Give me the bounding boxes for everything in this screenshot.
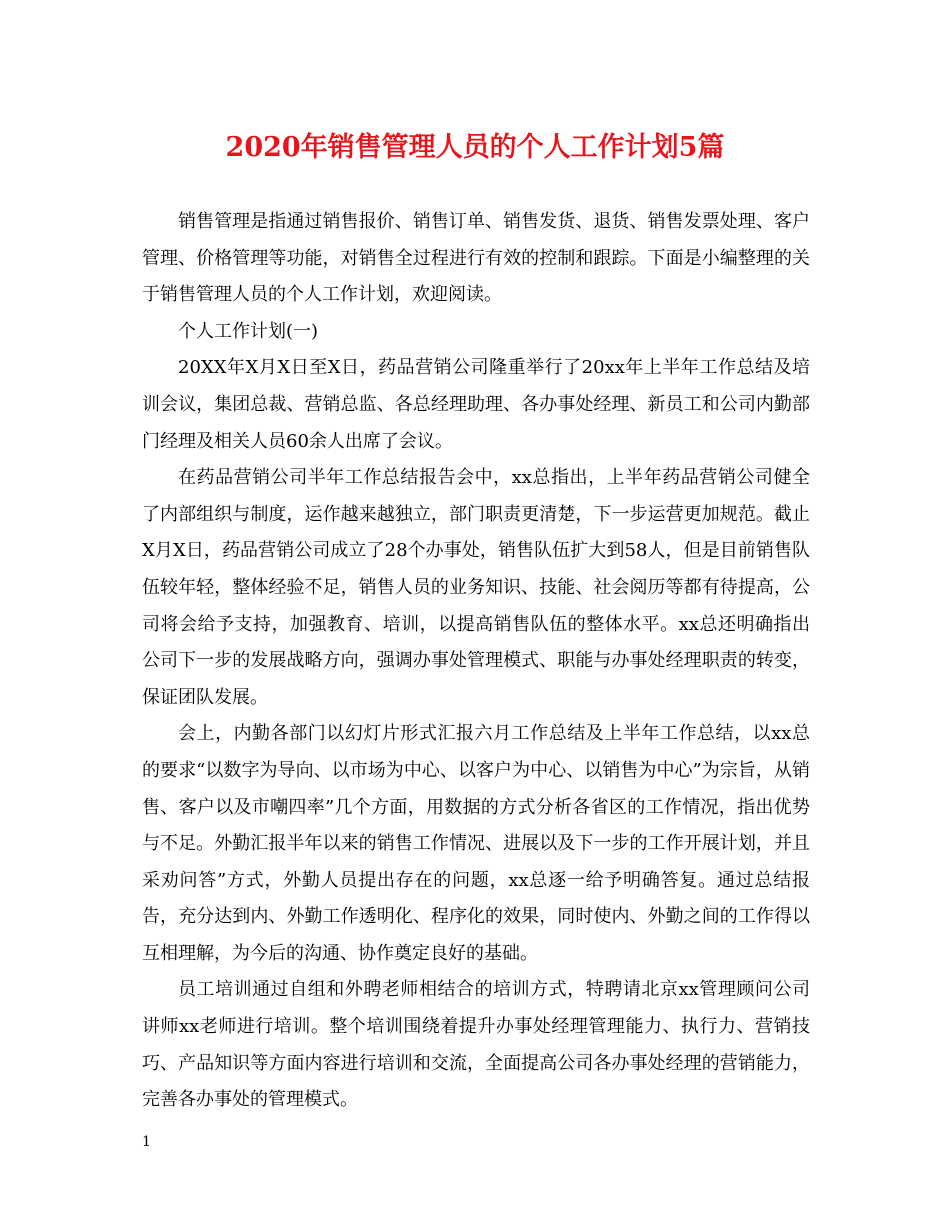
section-heading: 个人工作计划(一) <box>178 320 319 342</box>
page-number: 1 <box>142 1134 151 1150</box>
body-paragraph: 20XX年X月X日至X日，药品营销公司隆重举行了20xx年上半年工作总结及培训会议，集团总裁、营销总监、各总经理助理、各办事处经理、新员工和公司内勤部门经理及相关人员60余人出席了会议。 <box>142 357 810 452</box>
document-body <box>142 204 810 1119</box>
body-paragraph: 在药品营销公司半年工作总结报告会中，xx总指出，上半年药品营销公司健全了内部组织与制度，运作越来越独立，部门职责更清楚，下一步运营更加规范。截止X月X日，药品营销公司成立了28个办事处，销售队伍扩大到58人，但是目前销售队伍较年轻，整体经验不足，销售人员的业务知识、技能、社会阅历等都有待提高，公司将会给予支持，加强教育、培训，以提高销售队伍的整体水平。xx总还明确指出公司下一步的发展战略方向，强调办事处管理模式、职能与办事处经理职责的转变，保证团队发展。 <box>142 467 810 708</box>
document-title: 2020年销售管理人员的个人工作计划5篇 <box>225 132 725 163</box>
body-paragraph: 员工培训通过自组和外聘老师相结合的培训方式，特聘请北京xx管理顾问公司讲师xx老师进行培训。整个培训围绕着提升办事处经理管理能力、执行力、营销技巧、产品知识等方面内容进行培训和交流，全面提高公司各办事处经理的营销能力，完善各办事处的管理模式。 <box>142 979 810 1111</box>
intro-paragraph: 销售管理是指通过销售报价、销售订单、销售发货、退货、销售发票处理、客户管理、价格管理等功能，对销售全过程进行有效的控制和跟踪。下面是小编整理的关于销售管理人员的个人工作计划，欢迎阅读。 <box>142 211 810 306</box>
body-paragraph: 会上，内勤各部门以幻灯片形式汇报六月工作总结及上半年工作总结，以xx总的要求“以数字为导向、以市场为中心、以客户为中心、以销售为中心”为宗旨，从销售、客户以及市嘲四率”几个方面，用数据的方式分析各省区的工作情况，指出优势与不足。外勤汇报半年以来的销售工作情况、进展以及下一步的工作开展计划，并且采劝问答”方式，外勤人员提出存在的问题，xx总逐一给予明确答复。通过总结报告，充分达到内、外勤工作透明化、程序化的效果，同时使内、外勤之间的工作得以互相理解，为今后的沟通、协作奠定良好的基础。 <box>142 723 810 964</box>
